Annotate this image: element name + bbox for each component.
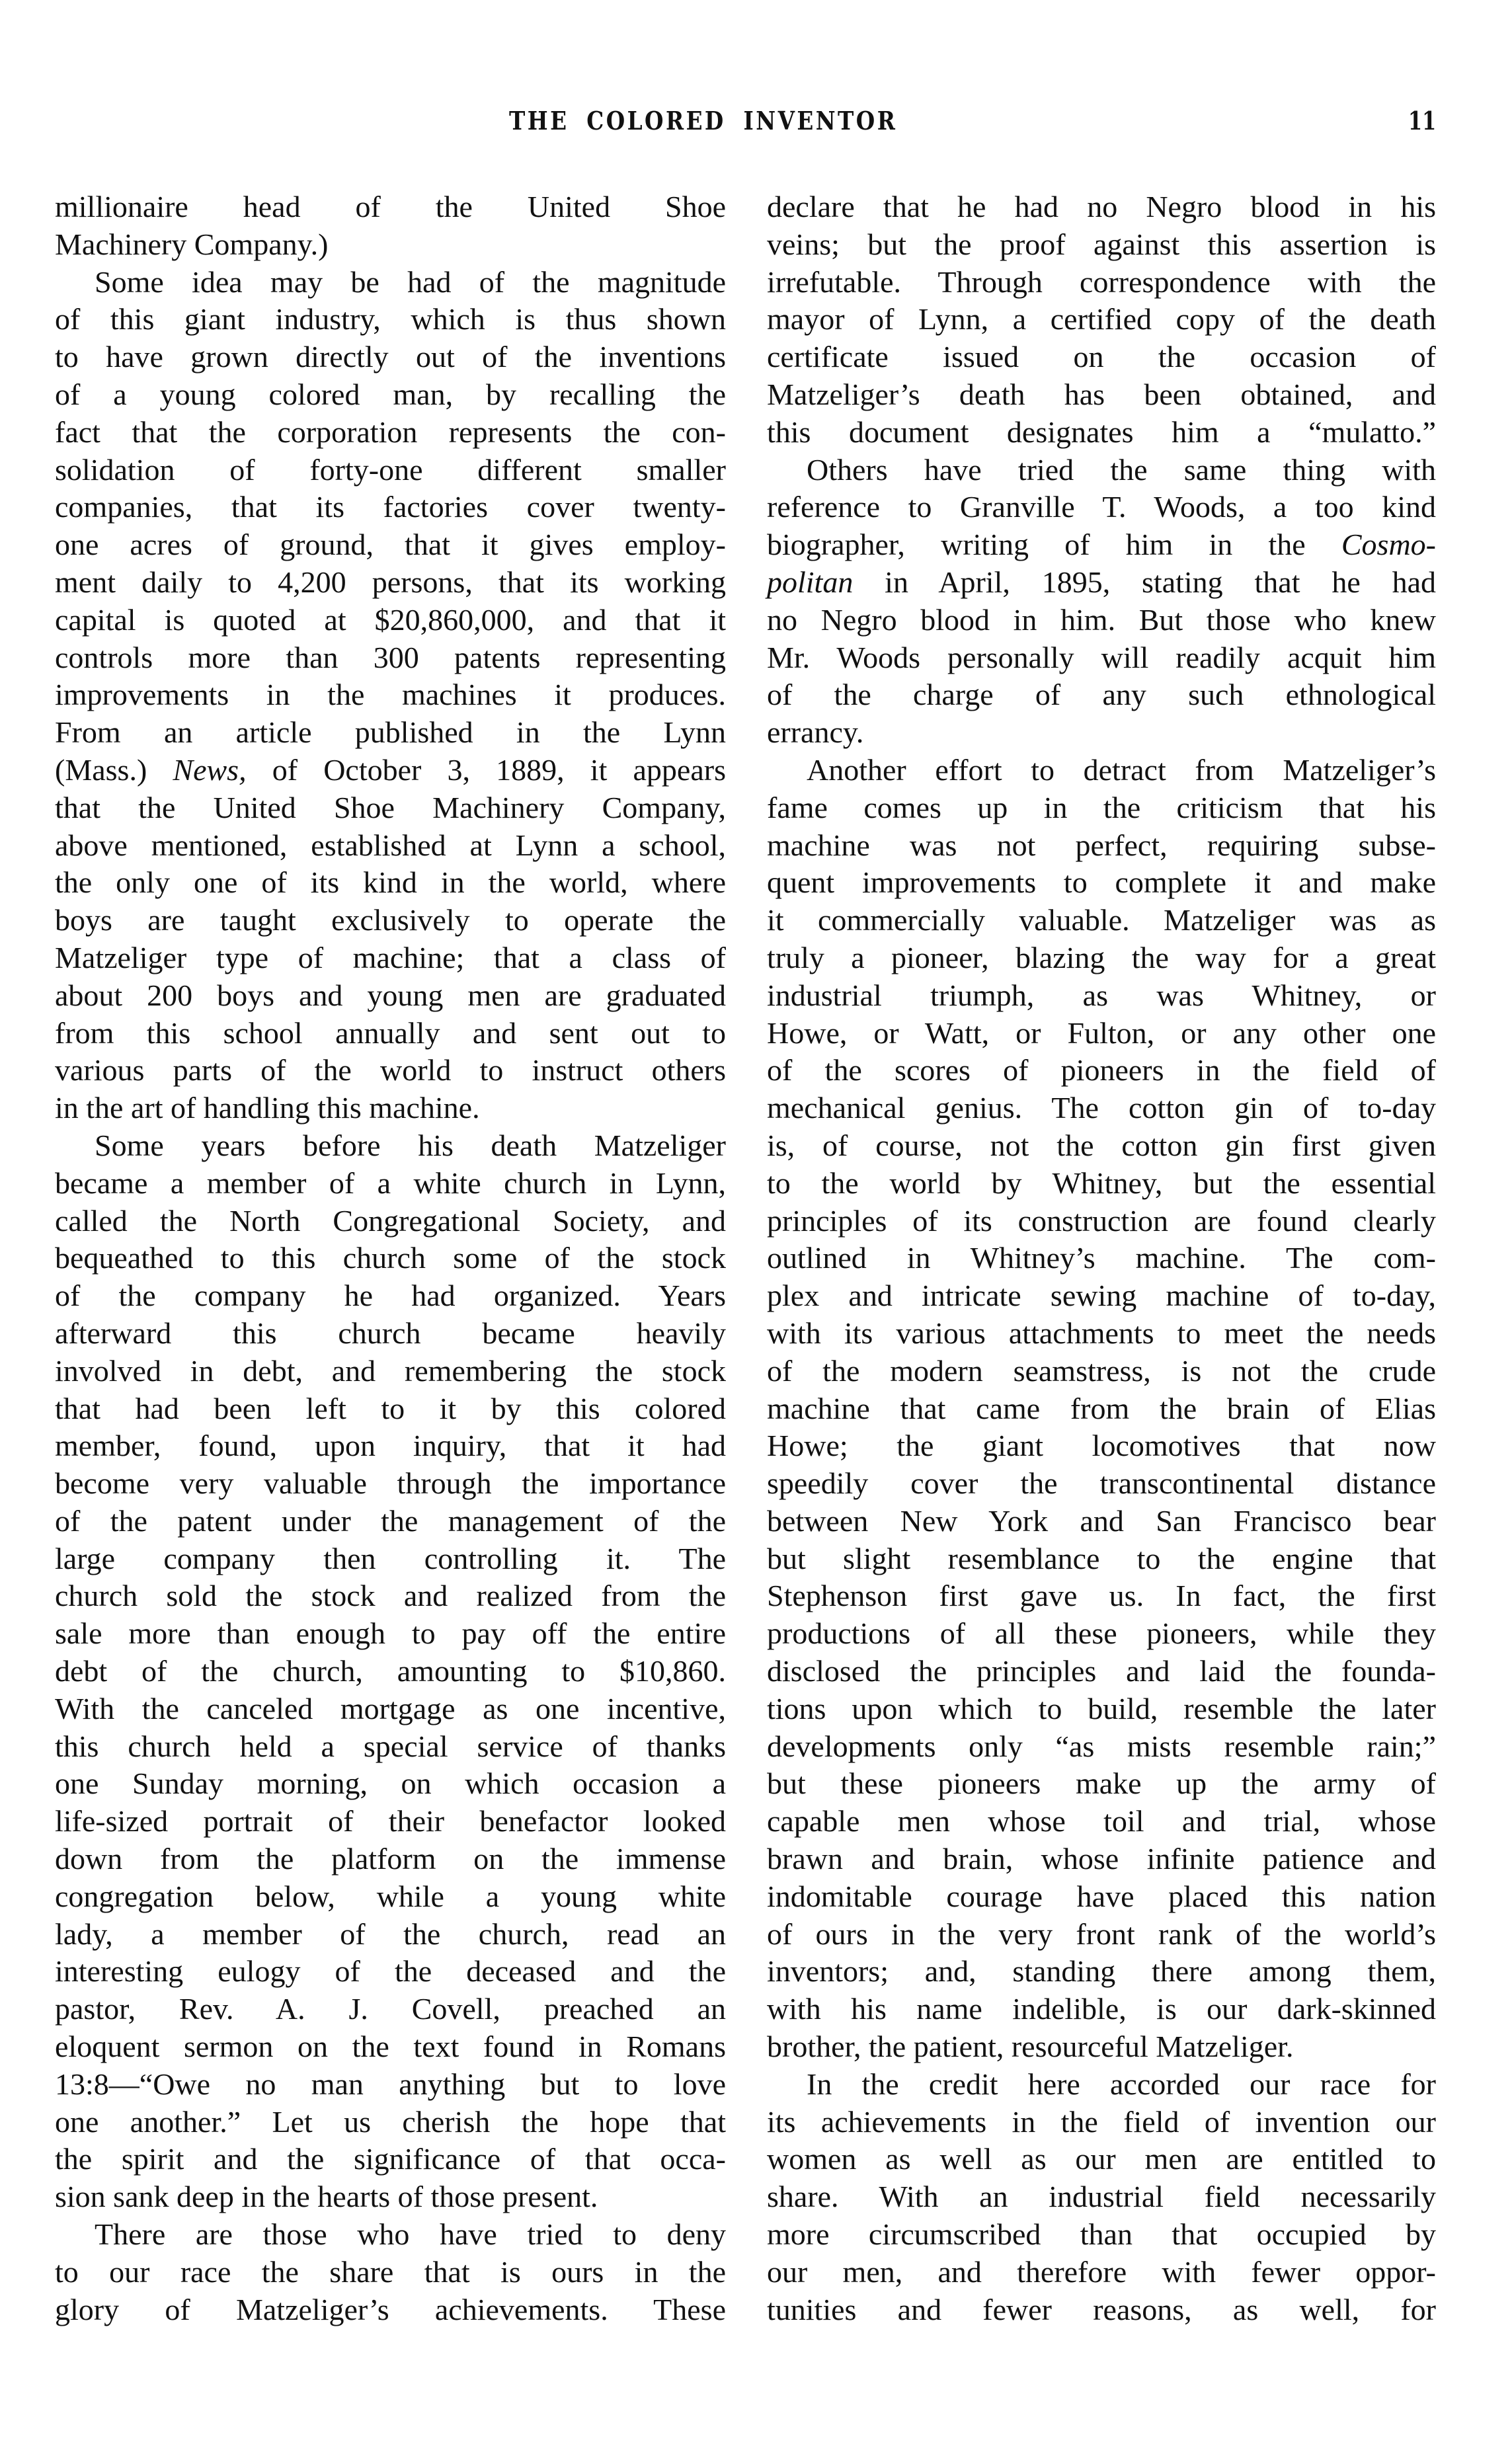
line-text: no Negro blood in him. But those who knew <box>767 602 1436 637</box>
text-line <box>55 977 726 1015</box>
line-text: brawn and brain, whose infinite patience and <box>767 1842 1436 1876</box>
line-text: debt of the church, amounting to $10,860. <box>55 1654 726 1688</box>
line-text: outlined in Whitney’s machine. The com- <box>767 1241 1436 1275</box>
line-text: errancy. <box>767 715 864 750</box>
line-text: glory of Matzeliger’s achievements. These <box>55 2292 726 2326</box>
text-line <box>767 564 1436 602</box>
text-line <box>55 1240 726 1277</box>
text-line <box>767 1690 1436 1728</box>
text-line <box>767 1315 1436 1353</box>
line-text: tions upon which to build, resemble the later <box>767 1691 1436 1725</box>
left-column <box>55 188 726 2328</box>
text-line <box>767 1015 1436 1052</box>
line-text: this document designates him a “mulatto.” <box>767 415 1436 449</box>
line-text: called the North Congregational Society, and <box>55 1203 726 1238</box>
text-line <box>55 1615 726 1653</box>
line-text: veins; but the proof against this assertion is <box>767 227 1436 261</box>
line-text: productions of all these pioneers, while they <box>767 1616 1436 1651</box>
line-text: above mentioned, established at Lynn a school, <box>55 828 726 862</box>
text-line <box>767 2254 1436 2291</box>
text-line <box>55 1840 726 1878</box>
text-line <box>55 602 726 639</box>
text-line <box>55 1728 726 1766</box>
text-line <box>767 639 1436 677</box>
line-text: of ours in the very front rank of the world’s <box>767 1917 1436 1951</box>
line-text: speedily cover the transcontinental distance <box>767 1466 1436 1501</box>
line-text: mechanical genius. The cotton gin of to-day <box>767 1091 1436 1125</box>
line-text: Matzeliger’s death has been obtained, and <box>767 377 1436 411</box>
text-line <box>767 1127 1436 1165</box>
text-line <box>767 264 1436 301</box>
text-line <box>767 2028 1436 2066</box>
text-line <box>55 1052 726 1089</box>
line-text: sale more than enough to pay off the entire <box>55 1616 726 1651</box>
line-text: lady, a member of the church, read an <box>55 1917 726 1951</box>
line-text: plex and intricate sewing machine of to-day, <box>767 1279 1436 1313</box>
line-text: is, of course, not the cotton gin first given <box>767 1128 1436 1162</box>
italic-title: News, <box>173 752 247 787</box>
line-text: share. With an industrial field necessarily <box>767 2180 1436 2214</box>
line-text: Matzeliger type of machine; that a class of <box>55 940 726 974</box>
line-text: With the canceled mortgage as one incentive, <box>55 1691 726 1725</box>
text-line <box>767 414 1436 452</box>
text-line <box>767 1390 1436 1428</box>
line-text: Mr. Woods personally will readily acquit him <box>767 640 1436 674</box>
line-text: quent improvements to complete it and make <box>767 865 1436 900</box>
line-text: one acres of ground, that it gives employ- <box>55 528 726 562</box>
text-line <box>767 489 1436 526</box>
text-line <box>55 1653 726 1690</box>
line-text: of October 3, 1889, it appears <box>246 752 726 787</box>
text-line <box>767 2104 1436 2141</box>
line-text: truly a pioneer, blazing the way for a great <box>767 940 1436 974</box>
line-text: There are those who have tried to deny <box>95 2217 726 2252</box>
text-line <box>767 1840 1436 1878</box>
line-text: inventors; and, standing there among them, <box>767 1954 1436 1989</box>
text-line <box>55 1916 726 1954</box>
line-text: controls more than 300 patents representing <box>55 640 726 674</box>
line-text: life-sized portrait of their benefactor looked <box>55 1804 726 1839</box>
line-text: women as well as our men are entitled to <box>767 2142 1436 2176</box>
line-text: to have grown directly out of the inventions <box>55 340 726 374</box>
line-text: certificate issued on the occasion of <box>767 340 1436 374</box>
text-line <box>55 1165 726 1203</box>
text-line <box>767 1916 1436 1954</box>
right-column <box>767 188 1436 2328</box>
text-line <box>55 1577 726 1615</box>
text-line <box>767 752 1436 789</box>
text-line <box>55 1690 726 1728</box>
line-text: improvements in the machines it produces. <box>55 678 726 712</box>
line-text: with his name indelible, is our dark-skinned <box>767 1992 1436 2026</box>
text-line <box>55 1390 726 1428</box>
text-line <box>767 2141 1436 2178</box>
text-line <box>767 1277 1436 1315</box>
text-line <box>767 338 1436 376</box>
line-text: ment daily to 4,200 persons, that its working <box>55 565 726 599</box>
text-line <box>767 1953 1436 1991</box>
text-line <box>55 2066 726 2104</box>
text-line <box>767 376 1436 414</box>
text-line <box>55 714 726 752</box>
line-text: From an article published in the Lynn <box>55 715 726 750</box>
line-text: In the credit here accorded our race for <box>807 2067 1436 2101</box>
line-text: more circumscribed than that occupied by <box>767 2217 1436 2252</box>
line-text: declare that he had no Negro blood in his <box>767 190 1436 223</box>
text-line <box>767 1240 1436 1277</box>
text-line <box>767 602 1436 639</box>
line-text: (Mass.) <box>55 752 173 787</box>
line-text: church sold the stock and realized from the <box>55 1579 726 1613</box>
line-text: this church held a special service of thanks <box>55 1729 726 1763</box>
page-number: 11 <box>1408 106 1437 136</box>
line-text: from this school annually and sent out to <box>55 1015 726 1050</box>
text-line <box>55 2178 726 2216</box>
text-line <box>767 977 1436 1015</box>
line-text: Howe; the giant locomotives that now <box>767 1429 1436 1463</box>
text-line <box>767 1203 1436 1240</box>
line-text: brother, the patient, resourceful Matzeliger. <box>767 2030 1294 2064</box>
text-line <box>55 376 726 414</box>
text-line <box>55 864 726 902</box>
line-text: the only one of its kind in the world, where <box>55 865 726 900</box>
line-text: afterward this church became heavily <box>55 1316 726 1350</box>
text-line <box>767 301 1436 338</box>
text-line <box>55 939 726 977</box>
text-line <box>767 1653 1436 1690</box>
line-text: Machinery Company.) <box>55 227 329 261</box>
text-line <box>55 526 726 564</box>
text-line <box>767 2066 1436 2104</box>
text-line <box>55 489 726 526</box>
text-line <box>55 1991 726 2028</box>
line-text: biographer, writing of him in the <box>767 528 1341 562</box>
line-text: became a member of a white church in Lynn, <box>55 1166 726 1200</box>
text-line <box>55 414 726 452</box>
text-line <box>767 526 1436 564</box>
line-text: of a young colored man, by recalling the <box>55 377 726 411</box>
text-line <box>55 2141 726 2178</box>
line-text: industrial triumph, as was Whitney, or <box>767 978 1436 1012</box>
line-text: Howe, or Watt, or Fulton, or any other one <box>767 1015 1436 1050</box>
text-line <box>767 864 1436 902</box>
text-line <box>767 1803 1436 1840</box>
text-line <box>55 1353 726 1390</box>
line-text: of the modern seamstress, is not the crude <box>767 1353 1436 1388</box>
text-line <box>55 902 726 939</box>
line-text: its achievements in the field of invention our <box>767 2104 1436 2139</box>
line-text: indomitable courage have placed this nation <box>767 1879 1436 1913</box>
italic-title: politan <box>767 565 854 599</box>
text-line <box>767 939 1436 977</box>
text-line <box>55 1315 726 1353</box>
text-line <box>767 226 1436 264</box>
line-text: capable men whose toil and trial, whose <box>767 1804 1436 1839</box>
text-line <box>767 902 1436 939</box>
line-text: with its various attachments to meet the needs <box>767 1316 1436 1350</box>
running-title: THE COLORED INVENTOR <box>509 106 898 136</box>
text-line <box>55 2291 726 2329</box>
line-text: principles of its construction are found clearly <box>767 1203 1436 1238</box>
line-text: Stephenson first gave us. In fact, the first <box>767 1579 1436 1613</box>
line-text: capital is quoted at $20,860,000, and that it <box>55 602 726 637</box>
line-text: to the world by Whitney, but the essential <box>767 1166 1436 1200</box>
line-text: our men, and therefore with fewer oppor- <box>767 2254 1436 2289</box>
text-line <box>55 827 726 865</box>
text-line <box>55 1427 726 1465</box>
text-line <box>767 188 1436 226</box>
text-line <box>55 1540 726 1578</box>
line-text: of the scores of pioneers in the field of <box>767 1053 1436 1088</box>
text-line <box>55 301 726 338</box>
text-line <box>55 2028 726 2066</box>
text-line <box>55 1803 726 1840</box>
line-text: Some idea may be had of the magnitude <box>95 264 726 299</box>
text-line <box>767 1503 1436 1540</box>
text-line <box>767 1615 1436 1653</box>
text-line <box>767 452 1436 489</box>
line-text: companies, that its factories cover twenty- <box>55 490 726 524</box>
line-text: Another effort to detract from Matzeliger’s <box>807 752 1436 787</box>
line-text: involved in debt, and remembering the stock <box>55 1353 726 1388</box>
line-text: of the company he had organized. Years <box>55 1279 726 1313</box>
line-text: machine that came from the brain of Elias <box>767 1391 1436 1425</box>
text-line <box>55 789 726 827</box>
line-text: solidation of forty-one different smaller <box>55 452 726 487</box>
line-text: bequeathed to this church some of the stock <box>55 1241 726 1275</box>
text-line <box>767 1089 1436 1127</box>
line-text: become very valuable through the importance <box>55 1466 726 1501</box>
text-line <box>767 1991 1436 2028</box>
line-text: eloquent sermon on the text found in Romans <box>55 2030 726 2064</box>
line-text: that had been left to it by this colored <box>55 1391 726 1425</box>
line-text: mayor of Lynn, a certified copy of the death <box>767 302 1436 336</box>
text-line <box>767 789 1436 827</box>
line-text: interesting eulogy of the deceased and the <box>55 1954 726 1989</box>
text-line <box>55 1089 726 1127</box>
line-text: between New York and San Francisco bear <box>767 1503 1436 1538</box>
line-text: fame comes up in the criticism that his <box>767 790 1436 824</box>
text-line <box>767 827 1436 865</box>
line-text: 13:8—“Owe no man anything but to love <box>55 2067 726 2101</box>
text-line <box>767 1878 1436 1916</box>
text-line <box>767 1765 1436 1803</box>
line-text: Others have tried the same thing with <box>807 452 1436 487</box>
line-text: sion sank deep in the hearts of those present. <box>55 2180 598 2214</box>
text-line <box>55 676 726 714</box>
line-text: various parts of the world to instruct others <box>55 1053 726 1088</box>
line-text: disclosed the principles and laid the founda- <box>767 1654 1436 1688</box>
text-line <box>767 1577 1436 1615</box>
line-text: one another.” Let us cherish the hope that <box>55 2104 726 2139</box>
text-line <box>767 1728 1436 1766</box>
line-text: of the patent under the management of the <box>55 1503 726 1538</box>
text-line <box>55 2254 726 2291</box>
text-line <box>55 1503 726 1540</box>
text-line <box>767 2291 1436 2329</box>
text-line <box>767 1427 1436 1465</box>
line-text: pastor, Rev. A. J. Covell, preached an <box>55 1992 726 2026</box>
text-line <box>55 1015 726 1052</box>
text-line <box>55 2216 726 2254</box>
text-line <box>55 1953 726 1991</box>
line-text: down from the platform on the immense <box>55 1842 726 1876</box>
text-line <box>767 1052 1436 1089</box>
line-text: of this giant industry, which is thus shown <box>55 302 726 336</box>
text-line <box>767 2178 1436 2216</box>
line-text: that the United Shoe Machinery Company, <box>55 790 726 824</box>
text-line <box>55 1765 726 1803</box>
text-line <box>55 452 726 489</box>
text-line <box>55 1465 726 1503</box>
text-line <box>767 1540 1436 1578</box>
line-text: but these pioneers make up the army of <box>767 1766 1436 1801</box>
line-text: to our race the share that is ours in the <box>55 2254 726 2289</box>
running-head <box>0 106 1512 145</box>
line-text: millionaire head of the United Shoe <box>55 190 726 223</box>
line-text: about 200 boys and young men are graduated <box>55 978 726 1012</box>
text-line <box>55 338 726 376</box>
text-line <box>55 2104 726 2141</box>
line-text: large company then controlling it. The <box>55 1541 726 1575</box>
text-line <box>767 1353 1436 1390</box>
text-line <box>767 714 1436 752</box>
line-text: in the art of handling this machine. <box>55 1091 480 1125</box>
line-text: the spirit and the significance of that occa- <box>55 2142 726 2176</box>
text-line <box>55 564 726 602</box>
line-text: fact that the corporation represents the con- <box>55 415 726 449</box>
line-text: in April, 1895, stating that he had <box>853 565 1436 599</box>
text-line <box>55 1277 726 1315</box>
text-line <box>55 639 726 677</box>
text-line <box>767 1465 1436 1503</box>
line-text: one Sunday morning, on which occasion a <box>55 1766 726 1801</box>
text-line <box>767 1165 1436 1203</box>
line-text: congregation below, while a young white <box>55 1879 726 1913</box>
line-text: irrefutable. Through correspondence with the <box>767 264 1436 299</box>
text-line <box>55 752 726 789</box>
line-text: boys are taught exclusively to operate the <box>55 903 726 937</box>
line-text: developments only “as mists resemble rain;” <box>767 1729 1436 1763</box>
line-text: but slight resemblance to the engine that <box>767 1541 1436 1575</box>
text-line <box>55 1878 726 1916</box>
text-line <box>55 188 726 226</box>
line-text: machine was not perfect, requiring subse- <box>767 828 1436 862</box>
text-line <box>55 264 726 301</box>
line-text: Some years before his death Matzeliger <box>95 1128 726 1162</box>
text-line <box>55 1203 726 1240</box>
line-text: member, found, upon inquiry, that it had <box>55 1429 726 1463</box>
text-line <box>55 1127 726 1165</box>
line-text: reference to Granville T. Woods, a too kind <box>767 490 1436 524</box>
text-line <box>55 226 726 264</box>
italic-title: Cosmo- <box>1341 528 1436 562</box>
line-text: of the charge of any such ethnological <box>767 678 1436 712</box>
line-text: it commercially valuable. Matzeliger was as <box>767 903 1436 937</box>
line-text: tunities and fewer reasons, as well, for <box>767 2292 1436 2326</box>
text-line <box>767 2216 1436 2254</box>
text-line <box>767 676 1436 714</box>
